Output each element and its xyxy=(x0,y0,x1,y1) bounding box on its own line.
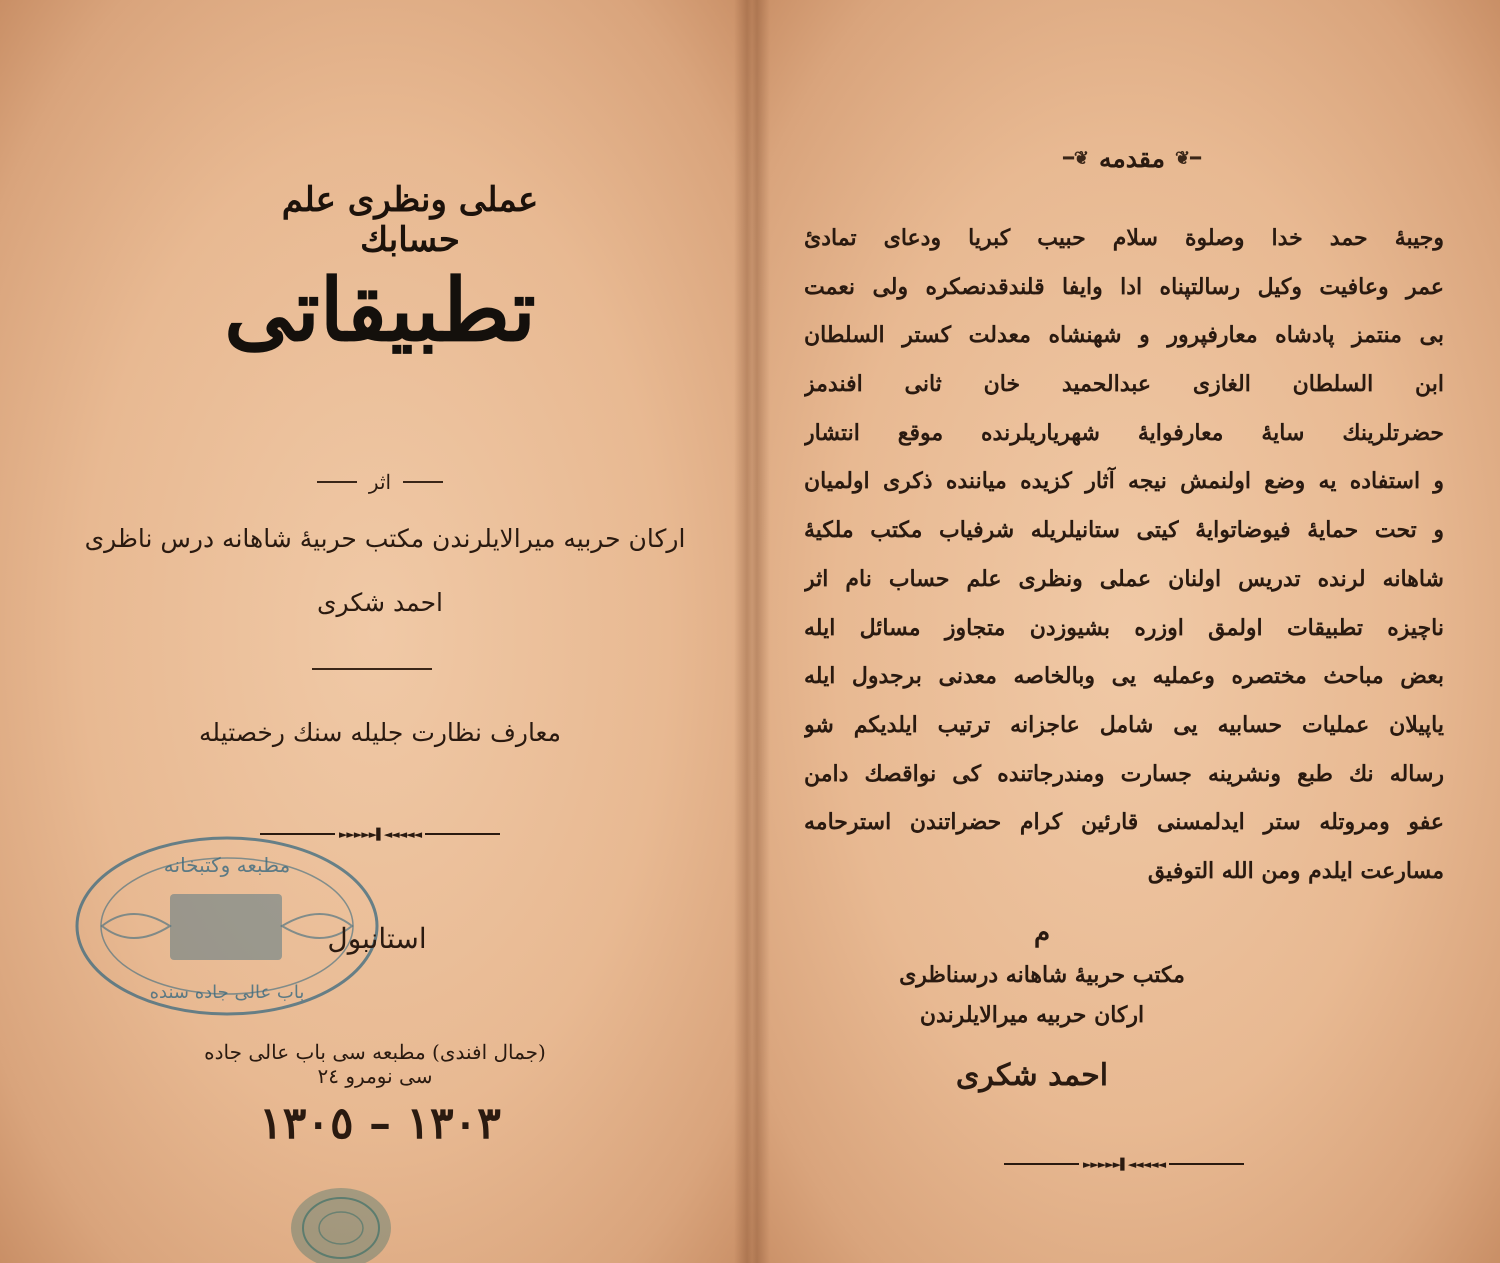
text-line: یاپیلان عملیات حسابیه یی شامل عاجزانه ترتیب ایلدیکم شو xyxy=(804,711,1444,738)
preface-text xyxy=(804,214,1444,896)
text-line: رساله نك طبع ونشرینه جسارت ومندرجاتنده کی نواقصك دامن xyxy=(804,760,1444,787)
text-line: ناچیزه تطبیقات اولمق اوزره بشیوزدن متجاوز مسائل ایله xyxy=(804,614,1444,641)
arrow-ornament-icon: ►►►►►▌◄◄◄◄◄ xyxy=(338,827,422,841)
signature-name: احمد شکری xyxy=(955,1058,1109,1093)
ornamental-divider xyxy=(1004,1156,1244,1172)
publication-years: ١٣٠٣ – ١٣٠٥ xyxy=(259,1098,501,1149)
preface-page xyxy=(752,0,1500,1263)
text-line: بی منتمز پادشاه معارفپرور و شهنشاه معدلت کستر السلطان xyxy=(804,322,1444,349)
text-line: وجیبهٔ حمد خدا وصلوة سلام حبیب کبریا ودعای تمادیٔ xyxy=(804,225,1444,251)
preface-title: مقدمه xyxy=(1099,144,1165,173)
ornament-icon: ━❦ xyxy=(1063,148,1090,169)
author-marker xyxy=(300,470,460,494)
text-line: عفو ومروتله ستر ایدلمسنی قارئین کرام حضراتندن استرحامه xyxy=(804,809,1444,836)
dash-divider xyxy=(317,481,357,483)
stamp-text-top: مطبعه وکتبخانه xyxy=(163,853,291,877)
book-title: تطبیقاتی xyxy=(224,260,536,361)
city-name: استانبول xyxy=(327,922,427,955)
signature-title: مکتب حربیهٔ شاهانه درسناظری xyxy=(899,962,1185,988)
ornament-icon: ❦━ xyxy=(1174,148,1201,169)
author-name: احمد شکری xyxy=(316,588,444,617)
text-line: عمر وعافیت وکیل رسالتپناه ادا وایفا قلندقدنصکره ولی نعمت xyxy=(804,273,1444,300)
printer-line: (جمال افندی) مطبعه سی باب عالی جاده سی نومرو ٢٤ xyxy=(204,1040,546,1088)
stamp-text-bottom: باب عالی جاده سنده xyxy=(149,982,305,1003)
text-line: مسارعت ایلدم ومن الله التوفیق xyxy=(1147,857,1444,884)
preface-heading xyxy=(1032,144,1232,173)
gutter-shadow xyxy=(752,0,770,1263)
text-line: ابن السلطان الغازی عبدالحمید خان ثانی افندمز xyxy=(804,371,1444,398)
horizontal-rule xyxy=(312,668,432,670)
library-seal-icon xyxy=(286,1180,396,1263)
signature-mark: م xyxy=(1033,918,1051,948)
text-line: شاهانه لرنده تدریس اولنان عملی ونظری علم حساب نام اثر xyxy=(804,565,1444,592)
book-subtitle: عملی ونظری علم حسابك xyxy=(281,180,539,260)
signature-rank: ارکان حربیه میرالایلرندن xyxy=(919,1002,1145,1028)
author-title: ارکان حربیه میرالایلرندن مکتب حربیهٔ شاهانه درس ناظری xyxy=(84,524,686,553)
arrow-ornament-icon: ►►►►►▌◄◄◄◄◄ xyxy=(1082,1157,1166,1171)
gutter-shadow xyxy=(734,0,752,1263)
dash-divider xyxy=(403,481,443,483)
text-line: حضرتلرینك سایهٔ معارفوایهٔ شهریاریلرنده موقع انتشار xyxy=(804,419,1444,446)
permission-note: معارف نظارت جلیله سنك رخصتیله xyxy=(198,718,562,747)
text-line: و استفاده یه وضع اولنمش نیجه آثار کزیده میاننده ذکری اولمیان xyxy=(804,468,1444,495)
text-line: بعض مباحث مختصره وعملیه یی وبالخاصه معدنی برجدول ایله xyxy=(804,663,1444,690)
eser-label: اثر xyxy=(368,470,392,494)
text-line: و تحت حمایهٔ فیوضاتوایهٔ کیتی ستانیلریله شرفیاب مکتب ملکیهٔ xyxy=(804,517,1444,544)
